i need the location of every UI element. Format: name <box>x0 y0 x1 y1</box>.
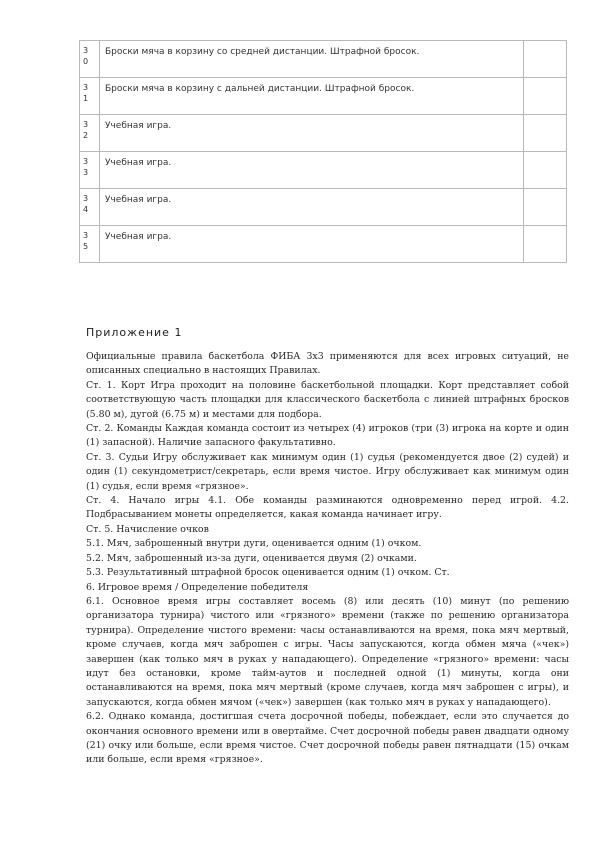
rules-text <box>86 350 569 768</box>
row-extra-cell <box>524 152 567 189</box>
row-number: 3 2 <box>80 115 100 152</box>
row-number: 3 1 <box>80 78 100 115</box>
row-topic: Учебная игра. <box>100 226 524 263</box>
row-topic: Броски мяча в корзину с дальней дистанции. Штрафной бросок. <box>100 78 524 115</box>
paragraph: Официальные правила баскетбола ФИБА 3х3 применяются для всех игровых ситуаций, не описанных специально в настоящих Правилах. <box>86 351 569 377</box>
paragraph: 6. Игровое время / Определение победителя <box>86 581 309 593</box>
paragraph: 5.2. Мяч, заброшенный из-за дуги, оценивается двумя (2) очками. <box>86 552 417 564</box>
row-number: 3 5 <box>80 226 100 263</box>
paragraph: Ст. 4. Начало игры 4.1. Обе команды разминаются одновременно перед игрой. 4.2. Подбрасыванием монеты определяется, какая команда начинает игру. <box>86 495 569 521</box>
row-extra-cell <box>524 41 567 78</box>
row-number: 3 4 <box>80 189 100 226</box>
table-row <box>80 226 567 263</box>
row-topic: Учебная игра. <box>100 189 524 226</box>
row-extra-cell <box>524 115 567 152</box>
row-topic: Учебная игра. <box>100 152 524 189</box>
table-row <box>80 189 567 226</box>
table-row <box>80 115 567 152</box>
row-extra-cell <box>524 189 567 226</box>
row-extra-cell <box>524 78 567 115</box>
paragraph: 6.1. Основное время игры составляет восемь (8) или десять (10) минут (по решению организатора турнира) чистого или «грязного» времени (также по решению организатора турнира). Определение чистого времени: часы останавливаются на время, пока мяч мертвый, кроме случаев, когда мяч заброшен с игры. Часы запускаются, когда обмен мяча («чек») завершен (как только мяч в руках у нападающего). Определение «грязного» времени: часы идут без остановки, кроме тайм-аутов и последней одной (1) минуты, когда они останавливаются на время, пока мяч мертвый (кроме случаев, когда мяч заброшен с игры), и запускаются, когда обмен мячом («чек») завершен (как только мяч в руках у нападающего). <box>86 595 569 708</box>
table-row <box>80 78 567 115</box>
paragraph: Ст. 2. Команды Каждая команда состоит из четырех (4) игроков (три (3) игрока на корте и один (1) запасной). Наличие запасного факультативно. <box>86 423 569 449</box>
appendix-title: Приложение 1 <box>86 326 183 339</box>
table-row <box>80 152 567 189</box>
paragraph: Ст. 1. Корт Игра проходит на половине баскетбольной площадки. Корт представляет собой соответствующую часть площадки для классического баскетбола с линией штрафных бросков (5.80 м), дугой (6.75 м) и местами для подбора. <box>86 379 569 420</box>
lesson-plan-table <box>79 40 567 263</box>
row-number: 3 0 <box>80 41 100 78</box>
paragraph: 5.3. Результативный штрафной бросок оценивается одним (1) очком. Ст. <box>86 567 450 579</box>
paragraph: Ст. 5. Начисление очков <box>86 523 209 535</box>
paragraph: Ст. 3. Судьи Игру обслуживает как минимум один (1) судья (рекомендуется двое (2) судей) и один (1) секундометрист/секретарь, если время чистое. Игру обслуживает как минимум один (1) судья, если время «грязное». <box>86 451 569 492</box>
paragraph: 6.2. Однако команда, достигшая счета досрочной победы, побеждает, если это случается до окончания основного времени или в овертайме. Счет досрочной победы равен двадцати одному (21) очку или больше, если время чистое. Счет досрочной победы равен пятнадцати (15) очкам или больше, если время «грязное». <box>86 711 569 766</box>
row-number: 3 3 <box>80 152 100 189</box>
row-extra-cell <box>524 226 567 263</box>
table-row <box>80 41 567 78</box>
row-topic: Броски мяча в корзину со средней дистанции. Штрафной бросок. <box>100 41 524 78</box>
row-topic: Учебная игра. <box>100 115 524 152</box>
paragraph: 5.1. Мяч, заброшенный внутри дуги, оценивается одним (1) очком. <box>86 538 422 550</box>
